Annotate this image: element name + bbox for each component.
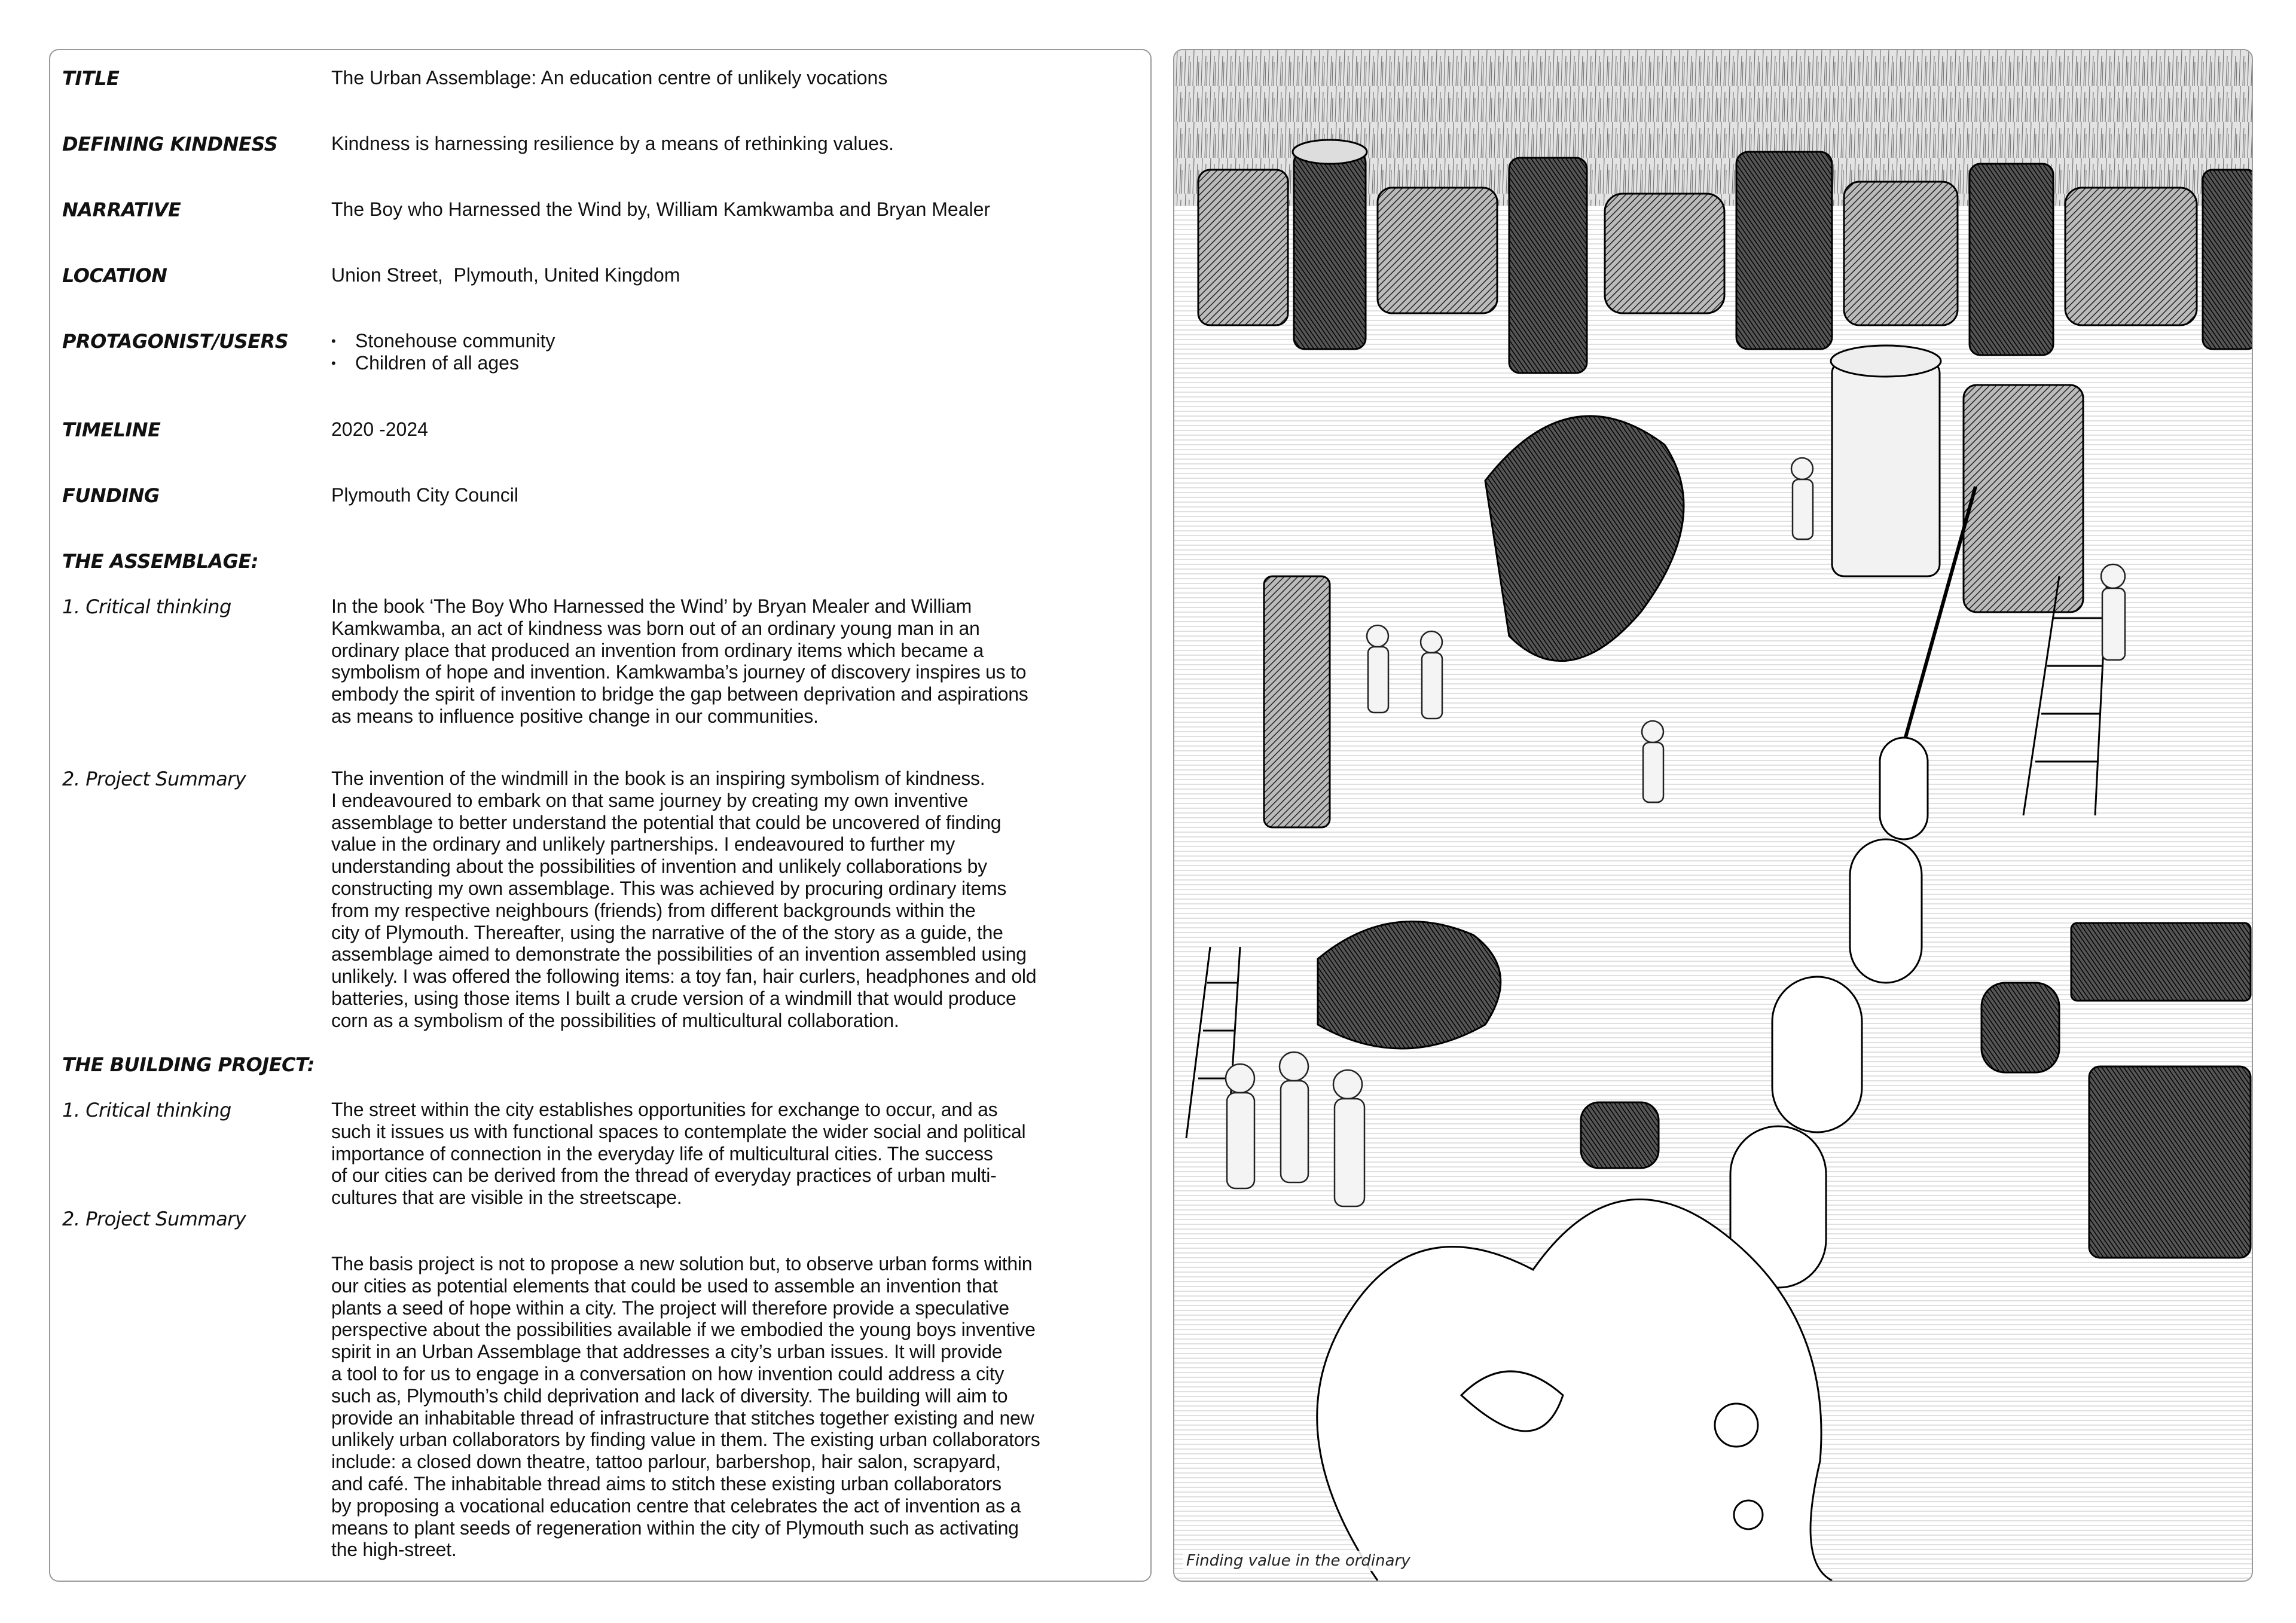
funding-value: Plymouth City Council [331,484,518,506]
location-value: Union Street, Plymouth, United Kingdom [331,264,680,286]
assemblage-critical-text: In the book ‘The Boy Who Harnessed the Wind’ by Bryan Mealer and William Kamkwamba, an act of kindness was born out of an ordinary young man in an ordinary place that produced an invention from ordinary items which became a symbolism of hope and invention. Kamkwamba’s journey of discovery inspires us to embody the spirit of invention to bridge the gap between deprivation and aspirations as means to influence positive change in our communities. [331,595,1028,727]
building-critical-label: 1. Critical thinking [62,1099,231,1121]
funding-label: FUNDING [62,484,160,507]
building-heading: THE BUILDING PROJECT: [62,1053,315,1076]
kindness-value: Kindness is harnessing resilience by a means of rethinking values. [331,133,894,154]
location-label: LOCATION [62,264,167,287]
users-label: PROTAGONIST/USERS [62,330,289,353]
narrative-value: The Boy who Harnessed the Wind by, William Kamkwamba and Bryan Mealer [331,198,991,220]
assemblage-summary-label: 2. Project Summary [62,768,246,790]
assemblage-summary-text: The invention of the windmill in the book is an inspiring symbolism of kindness. I endeavoured to embark on that same journey by creating my own inventive assemblage to better understand the potential that could be uncovered of finding value in the ordinary and unlikely partnerships. I endeavoured to further my understanding about the possibilities of invention and unlikely collaborations by constructing my own assemblage. This was achieved by procuring ordinary items from my respective neighbours (friends) from different backgrounds within the city of Plymouth. Thereafter, using the narrative of the of the story as a guide, the assemblage aimed to demonstrate the possibilities of an invention assembled using unlikely. I was offered the following items: a toy fan, hair curlers, headphones and old batteries, using those items I built a crude version of a windmill that would produce corn as a symbolism of the possibilities of multicultural collaboration. [331,768,1037,1031]
assemblage-heading: THE ASSEMBLAGE: [62,550,258,573]
timeline-value: 2020 -2024 [331,418,428,440]
narrative-label: NARRATIVE [62,198,181,221]
illustration-panel [1173,49,2253,1582]
title-value: The Urban Assemblage: An education centre of unlikely vocations [331,67,888,88]
assemblage-critical-label: 1. Critical thinking [62,595,231,618]
kindness-label: DEFINING KINDNESS [62,133,278,155]
building-summary-label: 2. Project Summary [62,1208,246,1230]
users-item: • Stonehouse community [331,330,1132,352]
timeline-label: TIMELINE [62,418,161,441]
building-critical-text: The street within the city establishes opportunities for exchange to occur, and as such it issues us with functional spaces to contemplate the wider social and political importance of connection in the everyday life of multicultural cities. The success of our cities can be derived from the thread of everyday practices of urban multi- cultures that are visible in the streetscape. [331,1099,1026,1209]
users-item: • Children of all ages [331,352,1132,374]
users-list [331,330,1132,374]
text-panel [49,49,1152,1582]
title-label: TITLE [62,67,120,90]
building-summary-text: The basis project is not to propose a new solution but, to observe urban forms within our cities as potential elements that could be used to assemble an invention that plants a seed of hope within a city. The project will therefore provide a speculative perspective about the possibilities available if we embodied the young boys inventive spirit in an Urban Assemblage that addresses a city’s urban issues. It will provide a tool to for us to engage in a conversation on how invention could address a city such as, Plymouth’s child deprivation and lack of diversity. The building will aim to provide an inhabitable thread of infrastructure that stitches together existing and new unlikely urban collaborators by finding value in them. The existing urban collaborators include: a closed down theatre, tattoo parlour, barbershop, hair salon, scrapyard, and café. The inhabitable thread aims to stitch these existing urban collaborators by proposing a vocational education centre that celebrates the act of invention as a means to plant seeds of regeneration within the city of Plymouth such as activating the high-street. [331,1253,1040,1561]
assemblage-illustration [1174,50,2252,1581]
illustration-caption: Finding value in the ordinary [1183,1551,1414,1571]
